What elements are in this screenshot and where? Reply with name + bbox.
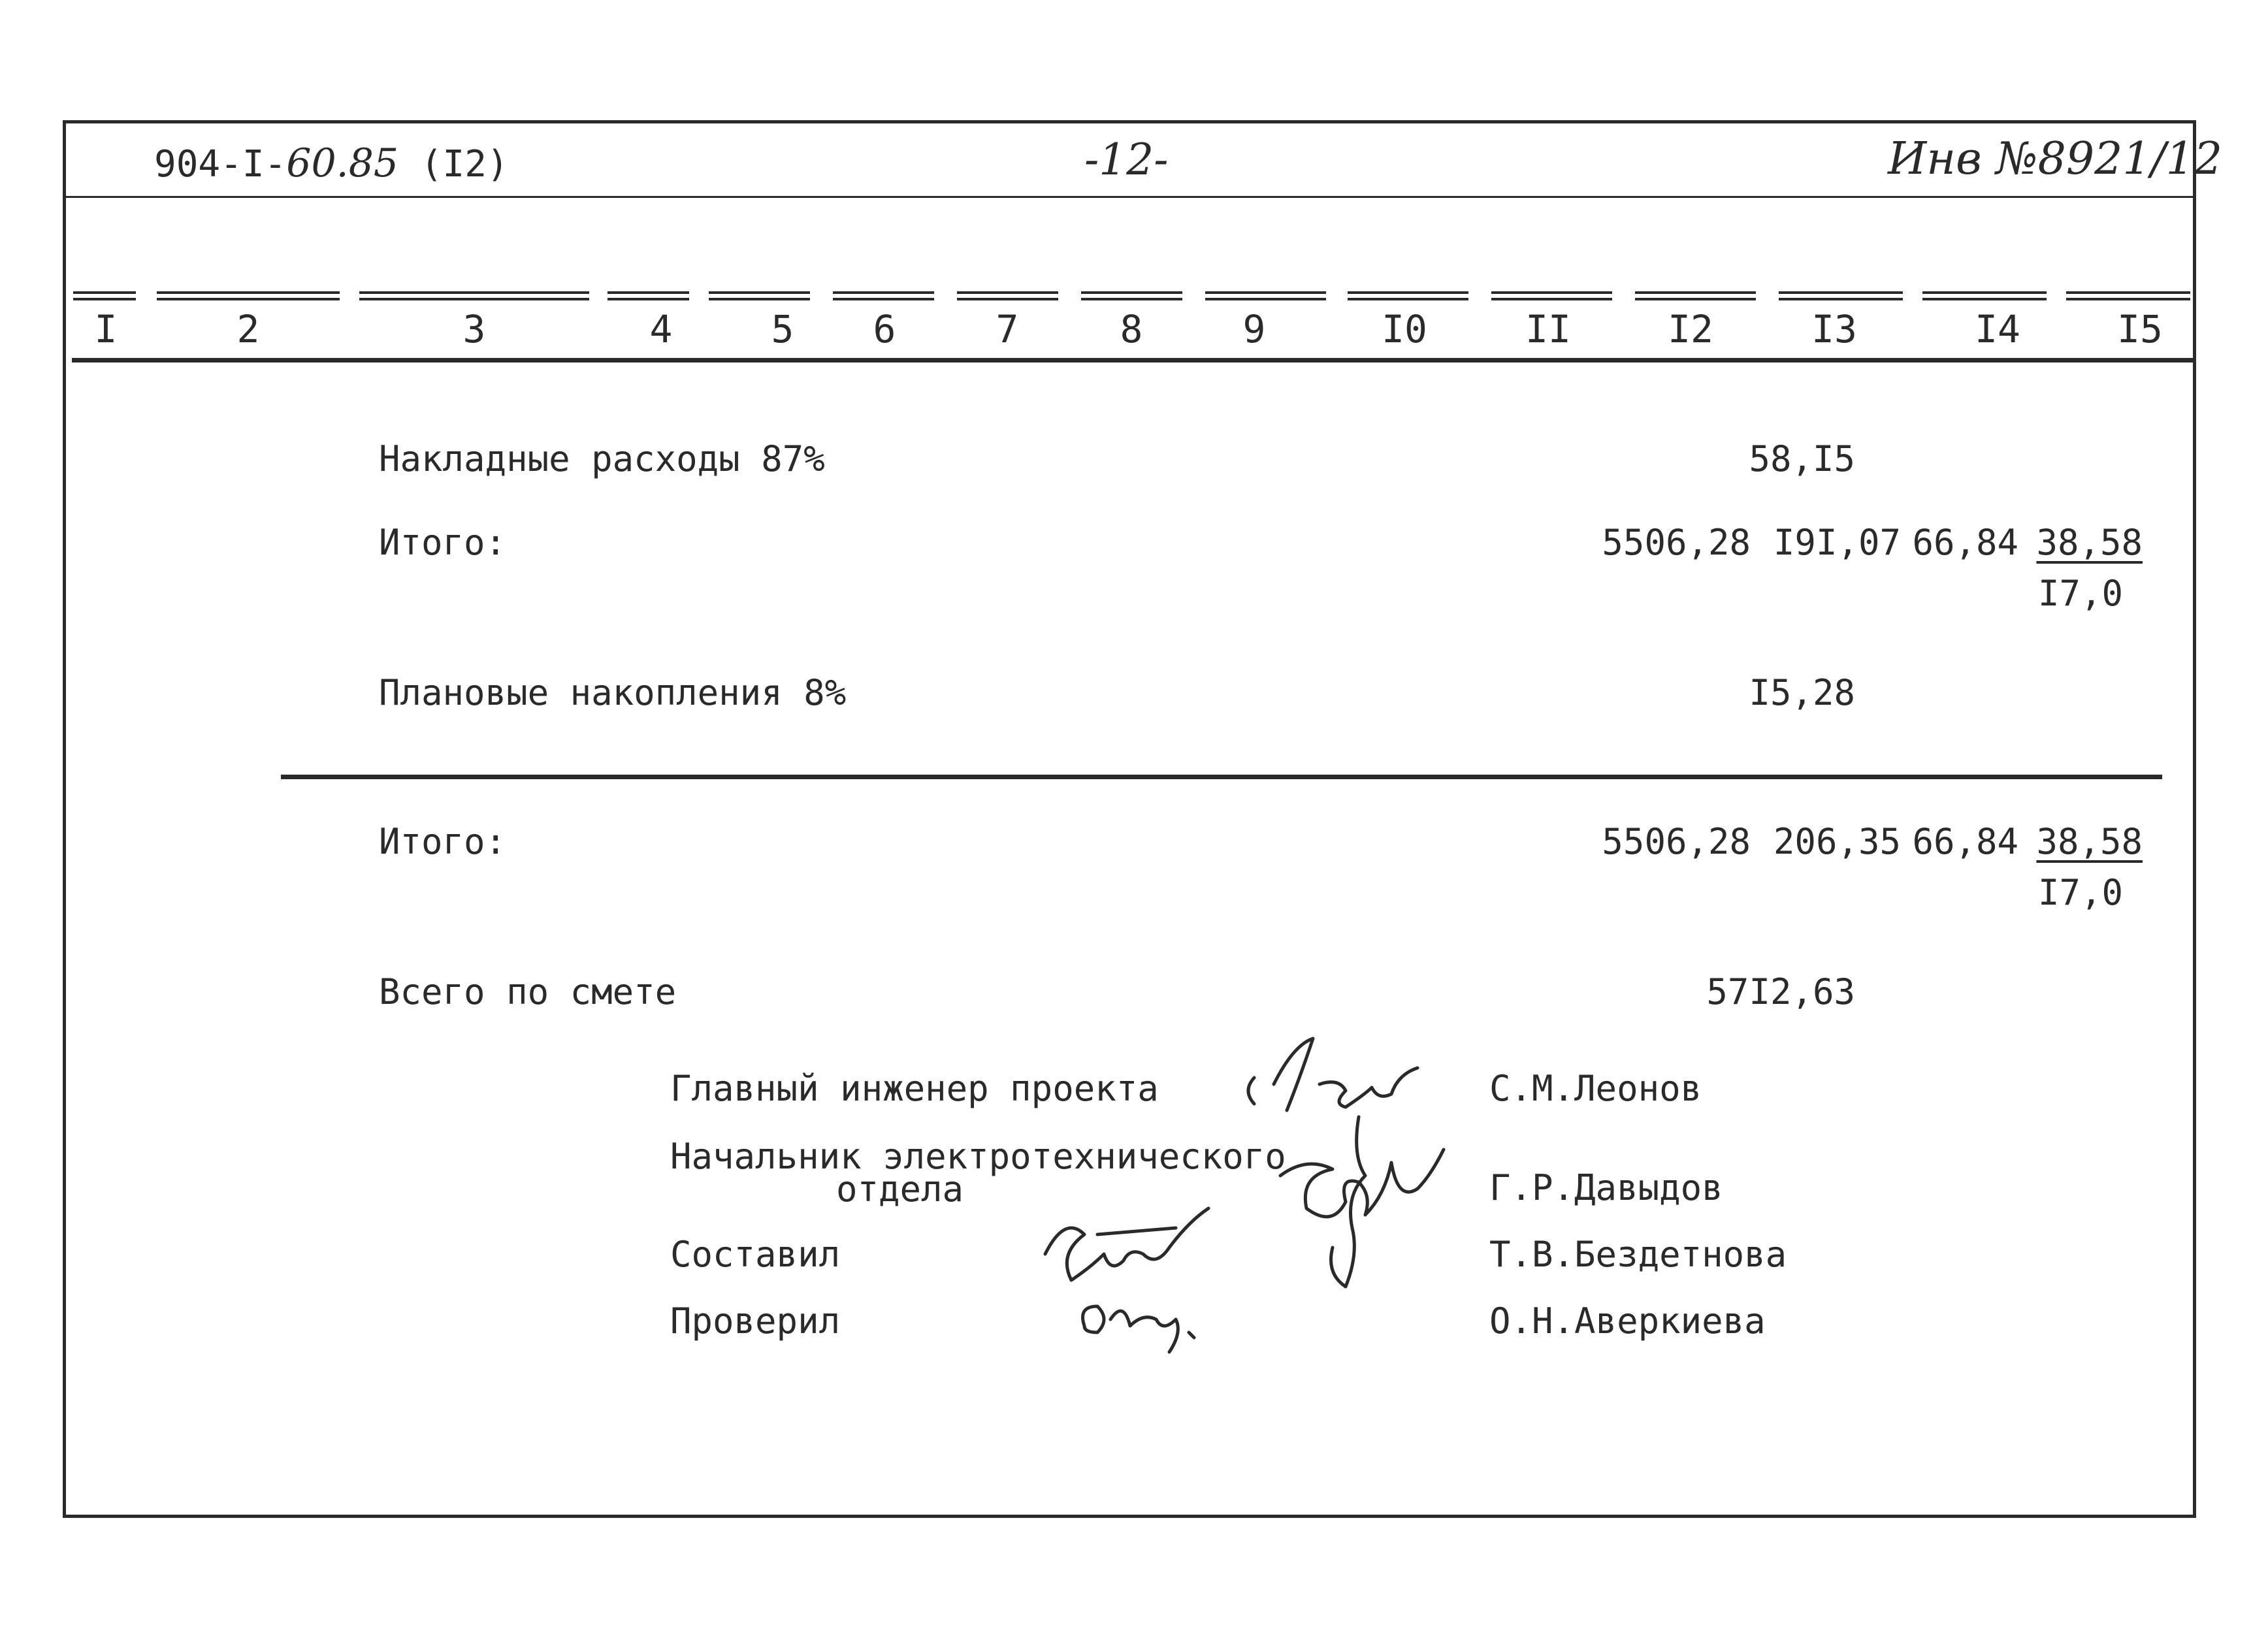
col-number-9: 9 bbox=[1242, 307, 1266, 351]
signature-mark-compiled bbox=[1032, 1208, 1228, 1300]
doc-code-suffix: (I2) bbox=[420, 143, 509, 185]
total2-c14: 66,84 bbox=[1912, 821, 2018, 862]
grand-total-label: Всего по смете bbox=[379, 971, 677, 1012]
col-number-11: II bbox=[1525, 307, 1571, 351]
signature-mark-head-electrical bbox=[1274, 1150, 1470, 1254]
column-header-rule bbox=[72, 358, 2195, 362]
total1-label: Итого: bbox=[379, 522, 507, 563]
col-number-15: I5 bbox=[2117, 307, 2163, 351]
signature-name-checked: О.Н.Аверкиева bbox=[1489, 1300, 1766, 1342]
col-number-2: 2 bbox=[236, 307, 260, 351]
signature-name-head-electrical: Г.Р.Давыдов bbox=[1489, 1167, 1723, 1208]
col-rule-6 bbox=[833, 291, 934, 300]
signature-role-head-electrical: Начальник электротехнического bbox=[670, 1136, 1286, 1177]
col-number-13: I3 bbox=[1811, 307, 1857, 351]
total1-c13: I9I,07 bbox=[1773, 522, 1901, 563]
signature-role-checked: Проверил bbox=[670, 1300, 841, 1342]
col-rule-12 bbox=[1635, 291, 1756, 300]
overhead-c13: 58,I5 bbox=[1749, 438, 1855, 479]
total1-c14: 66,84 bbox=[1912, 522, 2018, 563]
overhead-label: Накладные расходы 87% bbox=[379, 438, 825, 479]
col-number-3: 3 bbox=[462, 307, 486, 351]
col-number-7: 7 bbox=[996, 307, 1019, 351]
planned-label: Плановые накопления 8% bbox=[379, 672, 847, 713]
col-rule-15 bbox=[2066, 291, 2190, 300]
col-rule-10 bbox=[1348, 291, 1468, 300]
total2-label: Итого: bbox=[379, 821, 507, 862]
total2-c15: 38,58 bbox=[2036, 821, 2143, 862]
col-rule-5 bbox=[709, 291, 810, 300]
col-rule-13 bbox=[1779, 291, 1903, 300]
col-rule-7 bbox=[957, 291, 1058, 300]
col-rule-8 bbox=[1081, 291, 1182, 300]
signature-name-chief-engineer: С.М.Леонов bbox=[1489, 1068, 1702, 1109]
col-number-1: I bbox=[94, 307, 118, 351]
grand-total-c13: 57I2,63 bbox=[1706, 971, 1855, 1012]
total1-c15-below: I7,0 bbox=[2037, 573, 2123, 614]
total1-c12: 5506,28 bbox=[1602, 522, 1751, 563]
col-number-12: I2 bbox=[1668, 307, 1713, 351]
col-number-8: 8 bbox=[1120, 307, 1143, 351]
planned-c13: I5,28 bbox=[1749, 672, 1855, 713]
signature-role-chief-engineer: Главный инженер проекта bbox=[670, 1068, 1159, 1109]
col-rule-2 bbox=[157, 291, 340, 300]
col-rule-4 bbox=[608, 291, 689, 300]
doc-code-prefix: 904-I- bbox=[154, 143, 287, 185]
col-rule-9 bbox=[1205, 291, 1326, 300]
doc-code bbox=[154, 140, 509, 186]
header-rule bbox=[65, 196, 2196, 198]
col-number-6: 6 bbox=[873, 307, 896, 351]
inventory-number: Инв №8921/12 bbox=[1888, 133, 2223, 185]
total2-c13: 206,35 bbox=[1773, 821, 1901, 862]
doc-code-handwritten: 60.85 bbox=[286, 140, 399, 186]
total2-c15-below: I7,0 bbox=[2037, 872, 2123, 913]
col-number-5: 5 bbox=[771, 307, 794, 351]
col-rule-14 bbox=[1922, 291, 2047, 300]
total2-c12: 5506,28 bbox=[1602, 821, 1751, 862]
col-number-10: I0 bbox=[1382, 307, 1427, 351]
page-number: -12- bbox=[1084, 135, 1169, 185]
signature-name-compiled: Т.В.Бездетнова bbox=[1489, 1234, 1787, 1275]
signature-mark-checked bbox=[1071, 1293, 1215, 1365]
section-divider bbox=[281, 775, 2162, 779]
total1-c15: 38,58 bbox=[2036, 522, 2143, 563]
col-rule-3 bbox=[359, 291, 589, 300]
col-rule-1 bbox=[73, 291, 136, 300]
col-rule-11 bbox=[1491, 291, 1612, 300]
col-number-4: 4 bbox=[649, 307, 673, 351]
signature-role-head-electrical-line2: отдела bbox=[836, 1168, 964, 1210]
signature-role-compiled: Составил bbox=[670, 1234, 841, 1275]
col-number-14: I4 bbox=[1975, 307, 2020, 351]
